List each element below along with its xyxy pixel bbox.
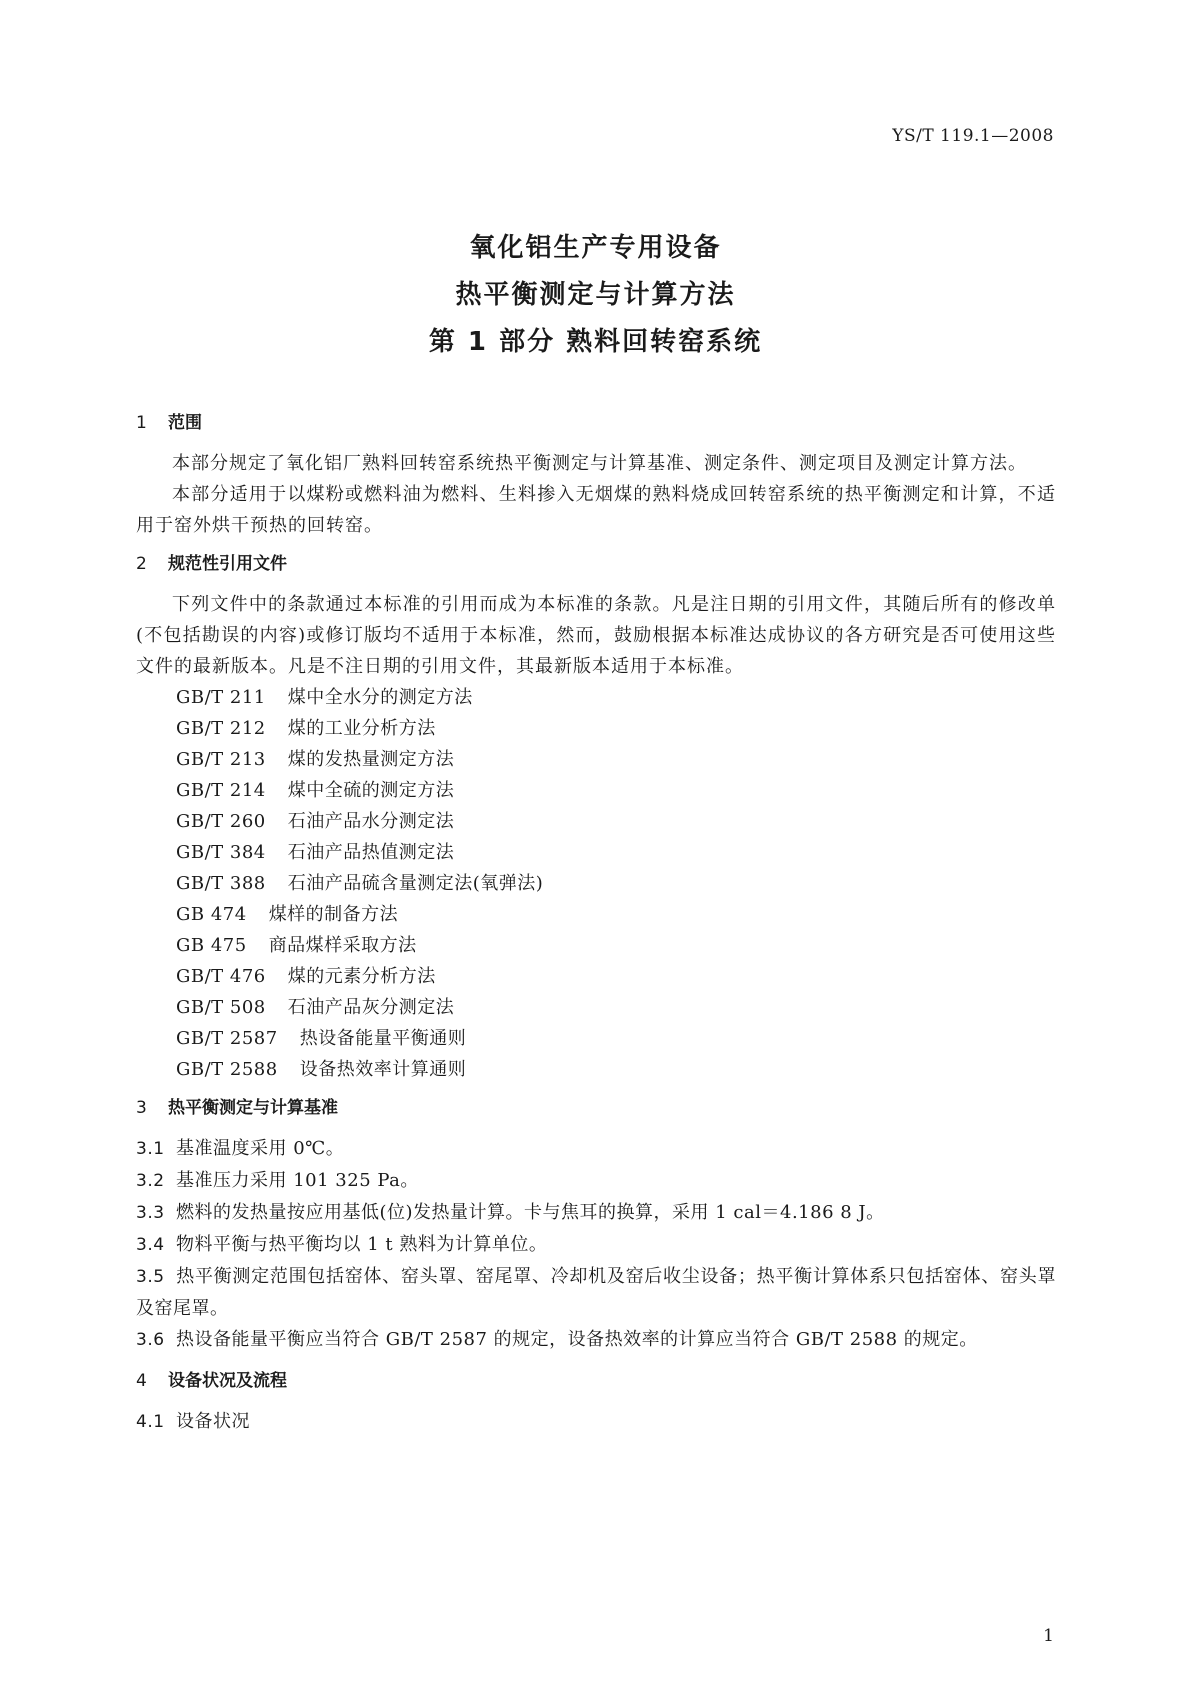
clause-3-3 [136,1197,1056,1229]
clause-4-1 [136,1406,1056,1438]
reference-item [136,930,1056,961]
normative-reference-list [136,682,1056,1085]
reference-title: 商品煤样采取方法 [268,935,417,956]
clause-3-5 [136,1261,1056,1324]
reference-item [136,899,1056,930]
section-1-para-1: 本部分规定了氧化铝厂熟料回转窑系统热平衡测定与计算基准、测定条件、测定项目及测定计算方法。 [172,453,1027,474]
reference-item [136,1023,1056,1054]
document-title [0,225,1191,366]
standard-code: YS/T 119.1—2008 [892,126,1054,146]
reference-item [136,961,1056,992]
reference-code: GB 474 [176,904,247,925]
section-4-heading [136,1370,1056,1392]
reference-title: 煤的元素分析方法 [287,966,436,987]
clause-text: 热平衡测定范围包括窑体、窑头罩、窑尾罩、冷却机及窑后收尘设备；热平衡计算体系只包括窑体、窑头罩及窑尾罩。 [136,1266,1056,1319]
section-1-heading [136,412,1056,434]
section-2-para-1: 下列文件中的条款通过本标准的引用而成为本标准的条款。凡是注日期的引用文件，其随后所有的修改单(不包括勘误的内容)或修订版均不适用于本标准，然而，鼓励根据本标准达成协议的各方研究是否可使用这些文件的最新版本。凡是不注日期的引用文件，其最新版本适用于本标准。 [136,594,1056,677]
title-line-3: 第 1 部分 熟料回转窑系统 [428,327,763,357]
reference-item [136,992,1056,1023]
reference-title: 煤中全水分的测定方法 [287,687,473,708]
clause-number: 3.4 [136,1235,165,1255]
reference-title: 煤的工业分析方法 [287,718,436,739]
clause-number: 3.2 [136,1171,165,1191]
clause-number: 3.5 [136,1267,165,1287]
clause-number: 4.1 [136,1412,165,1432]
clause-3-2 [136,1165,1056,1197]
page-number: 1 [1043,1626,1054,1646]
clause-text: 设备状况 [176,1411,250,1432]
reference-item [136,744,1056,775]
reference-title: 石油产品水分测定法 [287,811,455,832]
document-body [136,412,1056,1438]
reference-item [136,837,1056,868]
reference-code: GB/T 211 [176,687,266,708]
section-1-para-2: 本部分适用于以煤粉或燃料油为燃料、生料掺入无烟煤的熟料烧成回转窑系统的热平衡测定和计算，不适用于窑外烘干预热的回转窑。 [136,484,1056,536]
section-title: 规范性引用文件 [168,554,287,574]
section-2-heading [136,553,1056,575]
clause-text: 基准压力采用 101 325 Pa。 [176,1170,419,1191]
section-number: 2 [136,554,147,574]
reference-code: GB/T 508 [176,997,266,1018]
reference-item [136,868,1056,899]
reference-title: 石油产品灰分测定法 [287,997,455,1018]
clause-text: 基准温度采用 0℃。 [176,1138,345,1159]
section-number: 3 [136,1098,147,1118]
section-number: 1 [136,413,147,433]
section-3-heading [136,1097,1056,1119]
reference-item [136,1054,1056,1085]
reference-title: 石油产品硫含量测定法(氧弹法) [287,873,544,894]
reference-code: GB/T 212 [176,718,266,739]
reference-title: 煤中全硫的测定方法 [287,780,455,801]
clause-text: 热设备能量平衡应当符合 GB/T 2587 的规定，设备热效率的计算应当符合 GB/T 2588 的规定。 [176,1329,978,1350]
reference-code: GB/T 214 [176,780,266,801]
reference-title: 石油产品热值测定法 [287,842,455,863]
section-title: 范围 [168,413,202,433]
clause-text: 物料平衡与热平衡均以 1 t 熟料为计算单位。 [176,1234,548,1255]
title-line-1: 氧化铝生产专用设备 [469,233,722,263]
reference-code: GB/T 260 [176,811,266,832]
reference-title: 煤的发热量测定方法 [287,749,455,770]
clause-text: 燃料的发热量按应用基低(位)发热量计算。卡与焦耳的换算，采用 1 cal＝4.186 8 J。 [176,1202,885,1223]
reference-title: 设备热效率计算通则 [299,1059,467,1080]
reference-code: GB/T 2588 [176,1059,278,1080]
section-title: 设备状况及流程 [168,1371,287,1391]
reference-code: GB/T 476 [176,966,266,987]
reference-item [136,682,1056,713]
clause-3-6 [136,1324,1056,1356]
clause-number: 3.3 [136,1203,165,1223]
clause-number: 3.6 [136,1330,165,1350]
reference-code: GB/T 2587 [176,1028,278,1049]
reference-title: 热设备能量平衡通则 [299,1028,467,1049]
reference-title: 煤样的制备方法 [268,904,399,925]
section-number: 4 [136,1371,147,1391]
clause-number: 3.1 [136,1139,165,1159]
title-line-2: 热平衡测定与计算方法 [455,280,736,310]
clause-3-1 [136,1133,1056,1165]
section-3-clauses [136,1133,1056,1356]
clause-3-4 [136,1229,1056,1261]
reference-code: GB/T 213 [176,749,266,770]
reference-item [136,775,1056,806]
reference-code: GB/T 388 [176,873,266,894]
reference-item [136,713,1056,744]
reference-item [136,806,1056,837]
reference-code: GB/T 384 [176,842,266,863]
reference-code: GB 475 [176,935,247,956]
section-title: 热平衡测定与计算基准 [168,1098,338,1118]
